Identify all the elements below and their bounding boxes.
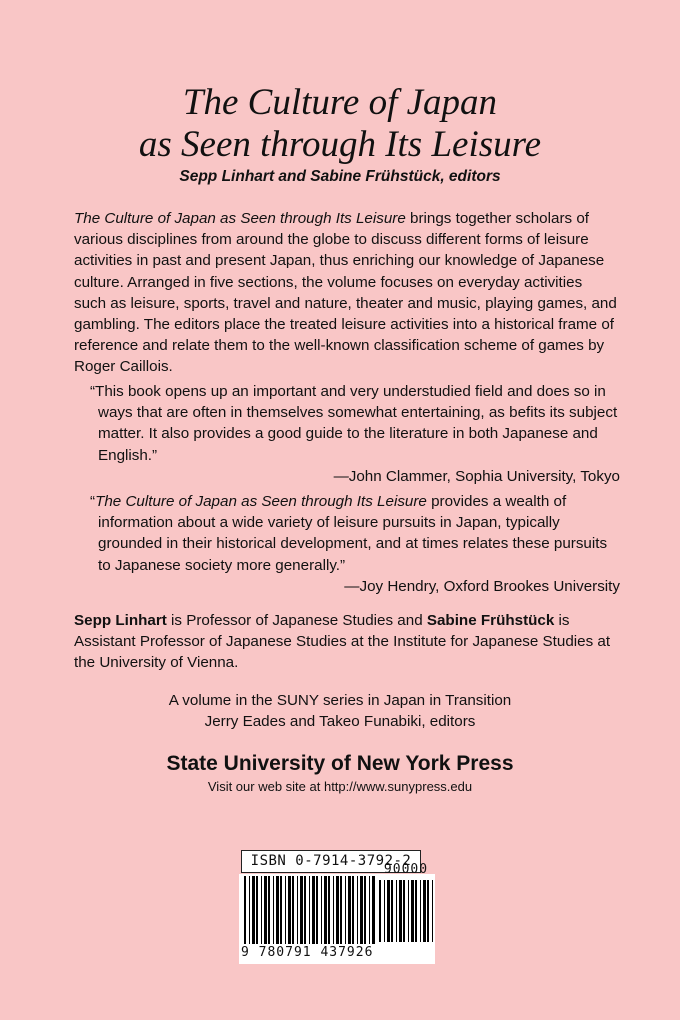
barcode-ean-number: 9 780791 437926	[241, 945, 376, 960]
blurb-attribution-1: —John Clammer, Sophia University, Tokyo	[333, 468, 620, 485]
barcode-main-bars	[243, 876, 375, 944]
bio-name-2: Sabine Frühstück	[426, 612, 555, 629]
publisher-name: State University of New York Press	[166, 752, 514, 775]
book-title-line-2: as Seen through Its Leisure	[138, 124, 542, 165]
bio-name-1: Sepp Linhart	[74, 612, 167, 629]
barcode-addon-number: 90000	[383, 862, 429, 877]
description-paragraph	[74, 208, 618, 378]
blurb-attribution-2: —Joy Hendry, Oxford Brookes University	[344, 578, 620, 595]
series-line-2: Jerry Eades and Takeo Funabiki, editors	[204, 713, 476, 730]
blurb-quote-2	[90, 491, 620, 576]
quote-open-mark: “	[90, 493, 96, 510]
barcode-addon-bars	[378, 880, 434, 942]
book-title-line-1: The Culture of Japan	[182, 82, 498, 123]
description-text: brings together scholars of various disciplines from around the globe to discuss different forms of leisure activities in past and present Japan, thus enriching our knowledge of Japanese culture. Arranged in five sections, the volume focuses on everyday activities such as leisure, sports, travel and nature, theater and music, playing games, and gambling. The editors place the treated leisure activities into a historical frame of reference and relate them to the well-known classification scheme of games by Roger Caillois.	[74, 210, 617, 376]
blurb-quote-1: “This book opens up an important and very understudied field and does so in ways that are often in themselves somewhat entertaining, as befits its subject matter. It also provides a good guide to the literature in both Japanese and English.”	[90, 383, 618, 464]
series-line-1: A volume in the SUNY series in Japan in Transition	[168, 692, 512, 709]
isbn-label: ISBN 0-7914-3792-2	[241, 850, 421, 873]
editors-bio	[74, 610, 618, 674]
description-title: The Culture of Japan as Seen through Its Leisure	[74, 210, 406, 227]
bio-text-1: is Professor of Japanese Studies and	[166, 612, 427, 629]
blurb-quote-2-text: provides a wealth of information about a wide variety of leisure pursuits in Japan, typically grounded in their historical development, and at times relates these pursuits to Japanese society more generally.”	[98, 493, 608, 574]
publisher-website: Visit our web site at http://www.sunypress.edu	[207, 779, 473, 794]
bio-text-2: is Assistant Professor of Japanese Studies at the Institute for Japanese Studies at the University of Vienna.	[74, 612, 611, 672]
editors-line: Sepp Linhart and Sabine Frühstück, editors	[179, 168, 501, 185]
blurb-quote-2-title: The Culture of Japan as Seen through Its Leisure	[95, 493, 427, 510]
